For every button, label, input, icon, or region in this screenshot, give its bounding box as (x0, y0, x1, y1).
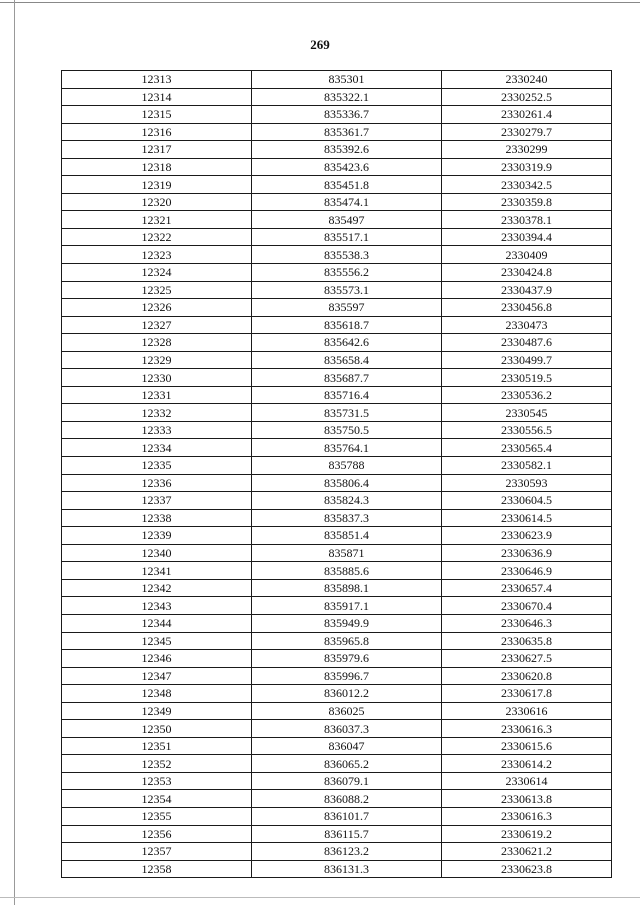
x-coordinate-cell: 836123.2 (252, 843, 442, 861)
point-number-cell: 12352 (62, 755, 252, 773)
y-coordinate-cell: 2330409 (442, 246, 612, 264)
point-number-cell: 12326 (62, 299, 252, 317)
y-coordinate-cell: 2330635.8 (442, 632, 612, 650)
y-coordinate-cell: 2330437.9 (442, 281, 612, 299)
x-coordinate-cell: 835556.2 (252, 264, 442, 282)
table-row (62, 579, 612, 597)
x-coordinate-cell: 835898.1 (252, 579, 442, 597)
y-coordinate-cell: 2330359.8 (442, 193, 612, 211)
y-coordinate-cell: 2330499.7 (442, 351, 612, 369)
point-number-cell: 12327 (62, 316, 252, 334)
x-coordinate-cell: 835474.1 (252, 193, 442, 211)
table-row (62, 790, 612, 808)
table-row (62, 439, 612, 457)
point-number-cell: 12343 (62, 597, 252, 615)
y-coordinate-cell: 2330556.5 (442, 421, 612, 439)
y-coordinate-cell: 2330646.3 (442, 614, 612, 632)
point-number-cell: 12348 (62, 685, 252, 703)
point-number-cell: 12316 (62, 123, 252, 141)
x-coordinate-cell: 835750.5 (252, 421, 442, 439)
y-coordinate-cell: 2330261.4 (442, 106, 612, 124)
table-row (62, 369, 612, 387)
point-number-cell: 12355 (62, 807, 252, 825)
point-number-cell: 12331 (62, 386, 252, 404)
x-coordinate-cell: 835322.1 (252, 88, 442, 106)
x-coordinate-cell: 836131.3 (252, 860, 442, 878)
y-coordinate-cell: 2330617.8 (442, 685, 612, 703)
point-number-cell: 12356 (62, 825, 252, 843)
point-number-cell: 12320 (62, 193, 252, 211)
table-row (62, 228, 612, 246)
table-row (62, 421, 612, 439)
y-coordinate-cell: 2330536.2 (442, 386, 612, 404)
table-row (62, 737, 612, 755)
point-number-cell: 12339 (62, 527, 252, 545)
x-coordinate-cell: 835301 (252, 71, 442, 89)
x-coordinate-cell: 835517.1 (252, 228, 442, 246)
table-row (62, 334, 612, 352)
point-number-cell: 12336 (62, 474, 252, 492)
x-coordinate-cell: 835949.9 (252, 614, 442, 632)
x-coordinate-cell: 835538.3 (252, 246, 442, 264)
bottom-scan-edge (0, 897, 640, 898)
table-row (62, 492, 612, 510)
x-coordinate-cell: 835597 (252, 299, 442, 317)
y-coordinate-cell: 2330616.3 (442, 807, 612, 825)
point-number-cell: 12328 (62, 334, 252, 352)
x-coordinate-cell: 835806.4 (252, 474, 442, 492)
table-row (62, 614, 612, 632)
coordinates-table (61, 70, 612, 878)
y-coordinate-cell: 2330319.9 (442, 158, 612, 176)
table-row (62, 807, 612, 825)
point-number-cell: 12346 (62, 650, 252, 668)
x-coordinate-cell: 836037.3 (252, 720, 442, 738)
x-coordinate-cell: 835871 (252, 544, 442, 562)
point-number-cell: 12344 (62, 614, 252, 632)
table-row (62, 755, 612, 773)
table-row (62, 71, 612, 89)
table-row (62, 720, 612, 738)
point-number-cell: 12314 (62, 88, 252, 106)
y-coordinate-cell: 2330646.9 (442, 562, 612, 580)
point-number-cell: 12322 (62, 228, 252, 246)
y-coordinate-cell: 2330615.6 (442, 737, 612, 755)
table-row (62, 281, 612, 299)
y-coordinate-cell: 2330636.9 (442, 544, 612, 562)
point-number-cell: 12342 (62, 579, 252, 597)
point-number-cell: 12329 (62, 351, 252, 369)
point-number-cell: 12333 (62, 421, 252, 439)
point-number-cell: 12341 (62, 562, 252, 580)
x-coordinate-cell: 836047 (252, 737, 442, 755)
table-row (62, 860, 612, 878)
x-coordinate-cell: 836088.2 (252, 790, 442, 808)
table-row (62, 685, 612, 703)
point-number-cell: 12358 (62, 860, 252, 878)
y-coordinate-cell: 2330623.8 (442, 860, 612, 878)
y-coordinate-cell: 2330604.5 (442, 492, 612, 510)
table-row (62, 158, 612, 176)
y-coordinate-cell: 2330279.7 (442, 123, 612, 141)
y-coordinate-cell: 2330621.2 (442, 843, 612, 861)
y-coordinate-cell: 2330627.5 (442, 650, 612, 668)
table-row (62, 702, 612, 720)
y-coordinate-cell: 2330623.9 (442, 527, 612, 545)
table-row (62, 193, 612, 211)
point-number-cell: 12313 (62, 71, 252, 89)
x-coordinate-cell: 835658.4 (252, 351, 442, 369)
y-coordinate-cell: 2330473 (442, 316, 612, 334)
x-coordinate-cell: 835979.6 (252, 650, 442, 668)
point-number-cell: 12315 (62, 106, 252, 124)
x-coordinate-cell: 835361.7 (252, 123, 442, 141)
point-number-cell: 12332 (62, 404, 252, 422)
x-coordinate-cell: 835965.8 (252, 632, 442, 650)
point-number-cell: 12318 (62, 158, 252, 176)
point-number-cell: 12353 (62, 772, 252, 790)
table-row (62, 264, 612, 282)
table-row (62, 457, 612, 475)
x-coordinate-cell: 835851.4 (252, 527, 442, 545)
x-coordinate-cell: 835996.7 (252, 667, 442, 685)
x-coordinate-cell: 836025 (252, 702, 442, 720)
x-coordinate-cell: 835764.1 (252, 439, 442, 457)
y-coordinate-cell: 2330613.8 (442, 790, 612, 808)
point-number-cell: 12345 (62, 632, 252, 650)
left-margin-line (14, 0, 15, 905)
x-coordinate-cell: 835618.7 (252, 316, 442, 334)
x-coordinate-cell: 835573.1 (252, 281, 442, 299)
point-number-cell: 12338 (62, 509, 252, 527)
x-coordinate-cell: 835642.6 (252, 334, 442, 352)
y-coordinate-cell: 2330593 (442, 474, 612, 492)
point-number-cell: 12350 (62, 720, 252, 738)
y-coordinate-cell: 2330565.4 (442, 439, 612, 457)
point-number-cell: 12354 (62, 790, 252, 808)
y-coordinate-cell: 2330657.4 (442, 579, 612, 597)
y-coordinate-cell: 2330456.8 (442, 299, 612, 317)
table-row (62, 825, 612, 843)
point-number-cell: 12324 (62, 264, 252, 282)
point-number-cell: 12334 (62, 439, 252, 457)
top-scan-edge (0, 2, 640, 3)
table-row (62, 843, 612, 861)
table-row (62, 527, 612, 545)
y-coordinate-cell: 2330614.5 (442, 509, 612, 527)
x-coordinate-cell: 836065.2 (252, 755, 442, 773)
x-coordinate-cell: 835731.5 (252, 404, 442, 422)
point-number-cell: 12325 (62, 281, 252, 299)
x-coordinate-cell: 835885.6 (252, 562, 442, 580)
point-number-cell: 12319 (62, 176, 252, 194)
y-coordinate-cell: 2330620.8 (442, 667, 612, 685)
x-coordinate-cell: 835423.6 (252, 158, 442, 176)
table-row (62, 316, 612, 334)
x-coordinate-cell: 836079.1 (252, 772, 442, 790)
point-number-cell: 12347 (62, 667, 252, 685)
page-number: 269 (310, 37, 330, 52)
y-coordinate-cell: 2330394.4 (442, 228, 612, 246)
table-row (62, 299, 612, 317)
y-coordinate-cell: 2330487.6 (442, 334, 612, 352)
x-coordinate-cell: 835497 (252, 211, 442, 229)
table-row (62, 404, 612, 422)
table-row (62, 106, 612, 124)
y-coordinate-cell: 2330614 (442, 772, 612, 790)
table-row (62, 123, 612, 141)
table-row (62, 88, 612, 106)
table-row (62, 667, 612, 685)
y-coordinate-cell: 2330342.5 (442, 176, 612, 194)
y-coordinate-cell: 2330582.1 (442, 457, 612, 475)
x-coordinate-cell: 836012.2 (252, 685, 442, 703)
table-row (62, 772, 612, 790)
point-number-cell: 12330 (62, 369, 252, 387)
coordinates-table-body (62, 71, 612, 878)
y-coordinate-cell: 2330670.4 (442, 597, 612, 615)
point-number-cell: 12317 (62, 141, 252, 159)
y-coordinate-cell: 2330378.1 (442, 211, 612, 229)
y-coordinate-cell: 2330240 (442, 71, 612, 89)
y-coordinate-cell: 2330614.2 (442, 755, 612, 773)
x-coordinate-cell: 835788 (252, 457, 442, 475)
y-coordinate-cell: 2330252.5 (442, 88, 612, 106)
x-coordinate-cell: 835392.6 (252, 141, 442, 159)
x-coordinate-cell: 835687.7 (252, 369, 442, 387)
table-row (62, 386, 612, 404)
x-coordinate-cell: 835336.7 (252, 106, 442, 124)
table-row (62, 351, 612, 369)
y-coordinate-cell: 2330424.8 (442, 264, 612, 282)
table-row (62, 632, 612, 650)
x-coordinate-cell: 836115.7 (252, 825, 442, 843)
x-coordinate-cell: 835824.3 (252, 492, 442, 510)
table-row (62, 141, 612, 159)
y-coordinate-cell: 2330616 (442, 702, 612, 720)
table-row (62, 544, 612, 562)
y-coordinate-cell: 2330616.3 (442, 720, 612, 738)
table-row (62, 246, 612, 264)
y-coordinate-cell: 2330545 (442, 404, 612, 422)
table-row (62, 211, 612, 229)
y-coordinate-cell: 2330519.5 (442, 369, 612, 387)
point-number-cell: 12340 (62, 544, 252, 562)
table-row (62, 509, 612, 527)
x-coordinate-cell: 835837.3 (252, 509, 442, 527)
table-row (62, 474, 612, 492)
table-row (62, 597, 612, 615)
x-coordinate-cell: 835451.8 (252, 176, 442, 194)
point-number-cell: 12321 (62, 211, 252, 229)
x-coordinate-cell: 836101.7 (252, 807, 442, 825)
x-coordinate-cell: 835716.4 (252, 386, 442, 404)
table-row (62, 176, 612, 194)
table-row (62, 650, 612, 668)
y-coordinate-cell: 2330299 (442, 141, 612, 159)
x-coordinate-cell: 835917.1 (252, 597, 442, 615)
point-number-cell: 12349 (62, 702, 252, 720)
point-number-cell: 12357 (62, 843, 252, 861)
point-number-cell: 12335 (62, 457, 252, 475)
y-coordinate-cell: 2330619.2 (442, 825, 612, 843)
point-number-cell: 12351 (62, 737, 252, 755)
table-row (62, 562, 612, 580)
point-number-cell: 12323 (62, 246, 252, 264)
point-number-cell: 12337 (62, 492, 252, 510)
